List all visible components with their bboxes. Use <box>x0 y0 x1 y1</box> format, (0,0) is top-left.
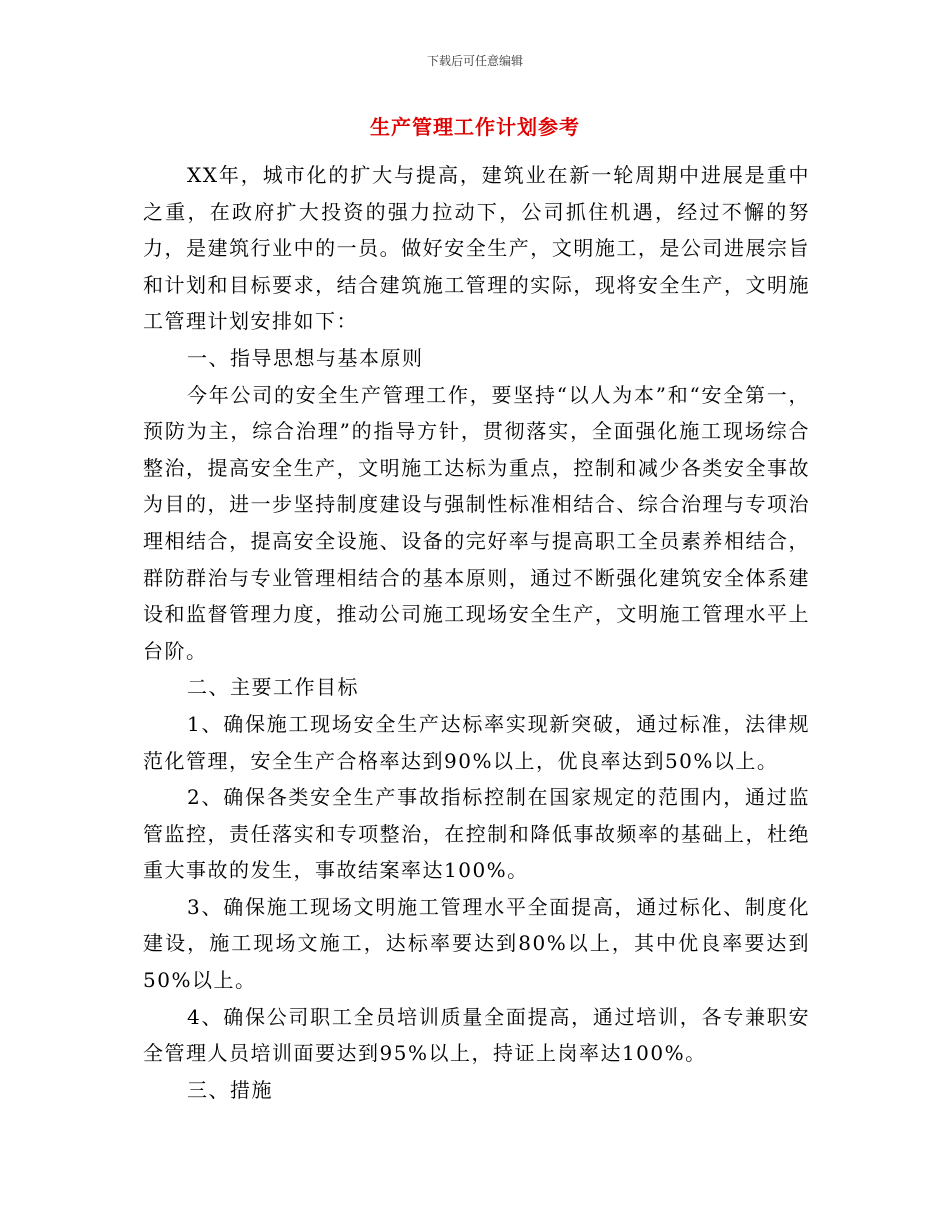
header-note: 下载后可任意编辑 <box>426 54 523 68</box>
document-body <box>143 157 810 1108</box>
document-title: 生产管理工作计划参考 <box>370 115 580 139</box>
paragraph-guiding-principles: 今年公司的安全生产管理工作，要坚持“以人为本”和“安全第一，预防为主，综合治理”的指导方针，贯彻落实，全面强化施工现场综合整治，提高安全生产，文明施工达标为重点，控制和减少各类安全事故为目的，进一步坚持制度建设与强制性标准相结合、综合治理与专项治理相结合，提高安全设施、设备的完好率与提高职工全员素养相结合，群防群治与专业管理相结合的基本原则，通过不断强化建筑安全体系建设和监督管理力度，推动公司施工现场安全生产，文明施工管理水平上台阶。 <box>143 382 810 663</box>
section-heading-measures: 三、措施 <box>187 1077 273 1102</box>
paragraph-intro: XX年，城市化的扩大与提高，建筑业在新一轮周期中进展是重中之重，在政府扩大投资的强力拉动下，公司抓住机遇，经过不懈的努力，是建筑行业中的一员。做好安全生产，文明施工，是公司进展宗旨和计划和目标要求，结合建筑施工管理的实际，现将安全生产，文明施工管理计划安排如下： <box>143 163 810 334</box>
paragraph-goal-2: 2、确保各类安全生产事故指标控制在国家规定的范围内，通过监管监控，责任落实和专项整治，在控制和降低事故频率的基础上，杜绝重大事故的发生，事故结案率达100%。 <box>143 785 810 883</box>
section-heading-guiding-principles: 一、指导思想与基本原则 <box>187 345 424 370</box>
paragraph-goal-4: 4、确保公司职工全员培训质量全面提高，通过培训，各专兼职安全管理人员培训面要达到95%以上，持证上岗率达100%。 <box>143 1004 810 1066</box>
section-heading-main-goals: 二、主要工作目标 <box>187 675 359 700</box>
paragraph-goal-1: 1、确保施工现场安全生产达标率实现新突破，通过标准，法律规范化管理，安全生产合格率达到90%以上，优良率达到50%以上。 <box>143 711 810 773</box>
paragraph-goal-3: 3、确保施工现场文明施工管理水平全面提高，通过标化、制度化建设，施工现场文施工，达标率要达到80%以上，其中优良率要达到50%以上。 <box>143 894 810 993</box>
